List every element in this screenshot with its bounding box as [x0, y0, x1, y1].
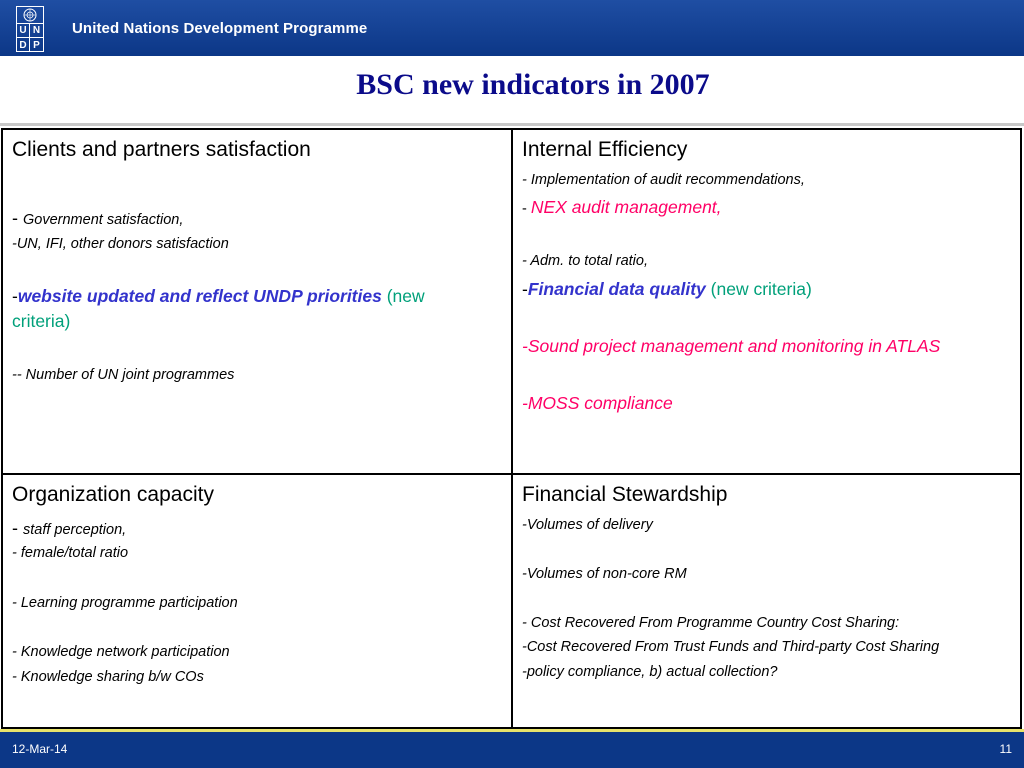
indicator-line: -UN, IFI, other donors satisfaction: [12, 236, 229, 252]
footer-bar: [0, 732, 1024, 768]
indicator-grid: [1, 128, 1022, 729]
indicator-line: - female/total ratio: [12, 545, 129, 561]
indicator-line: - Learning programme participation: [12, 595, 238, 611]
page-number: 11: [999, 742, 1012, 756]
quadrant-clients: [3, 130, 513, 475]
indicator-line: - Government satisfaction,: [12, 208, 184, 228]
logo-letter: D: [17, 38, 30, 52]
indicator-line: - Adm. to total ratio,: [522, 253, 648, 269]
slide-title: BSC new indicators in 2007: [356, 68, 710, 101]
indicator-line: -Volumes of non-core RM: [522, 566, 687, 582]
quadrant-title: Financial Stewardship: [522, 483, 728, 506]
quadrant-title: Internal Efficiency: [522, 138, 688, 161]
indicator-line: -Cost Recovered From Trust Funds and Third-party Cost Sharing: [522, 639, 940, 655]
quadrant-organization: [3, 475, 513, 727]
indicator-line: - NEX audit management,: [522, 197, 722, 217]
header-bar: [0, 0, 1024, 56]
quadrant-title: Organization capacity: [12, 483, 214, 506]
quadrant-financial: [513, 475, 1020, 727]
un-emblem-icon: [17, 7, 43, 24]
logo-letter: P: [33, 39, 40, 51]
title-divider: [0, 123, 1024, 126]
indicator-line: -- Number of UN joint programmes: [12, 367, 235, 383]
indicator-line: - staff perception,: [12, 518, 127, 538]
undp-logo: [16, 6, 44, 52]
logo-letter: U: [17, 24, 30, 38]
logo-letter: N: [30, 24, 43, 38]
indicator-line: -website updated and reflect UNDP priorities (new: [12, 286, 425, 306]
org-name: United Nations Development Programme: [72, 20, 368, 37]
indicator-line: -Sound project management and monitoring in ATLAS: [522, 336, 941, 356]
footer-date: 12-Mar-14: [12, 742, 68, 756]
indicator-line: - Cost Recovered From Programme Country Cost Sharing:: [522, 615, 900, 631]
indicator-line: - Knowledge sharing b/w COs: [12, 669, 204, 685]
quadrant-internal: [513, 130, 1020, 475]
indicator-line: -policy compliance, b) actual collection?: [522, 664, 778, 680]
indicator-line: -Volumes of delivery: [522, 517, 653, 533]
indicator-line: criteria): [12, 311, 71, 331]
indicator-line: -MOSS compliance: [522, 393, 673, 413]
quadrant-title: Clients and partners satisfaction: [12, 138, 311, 161]
indicator-line: - Implementation of audit recommendations,: [522, 172, 805, 188]
indicator-line: - Knowledge network participation: [12, 644, 230, 660]
indicator-line: -Financial data quality (new criteria): [522, 279, 812, 299]
